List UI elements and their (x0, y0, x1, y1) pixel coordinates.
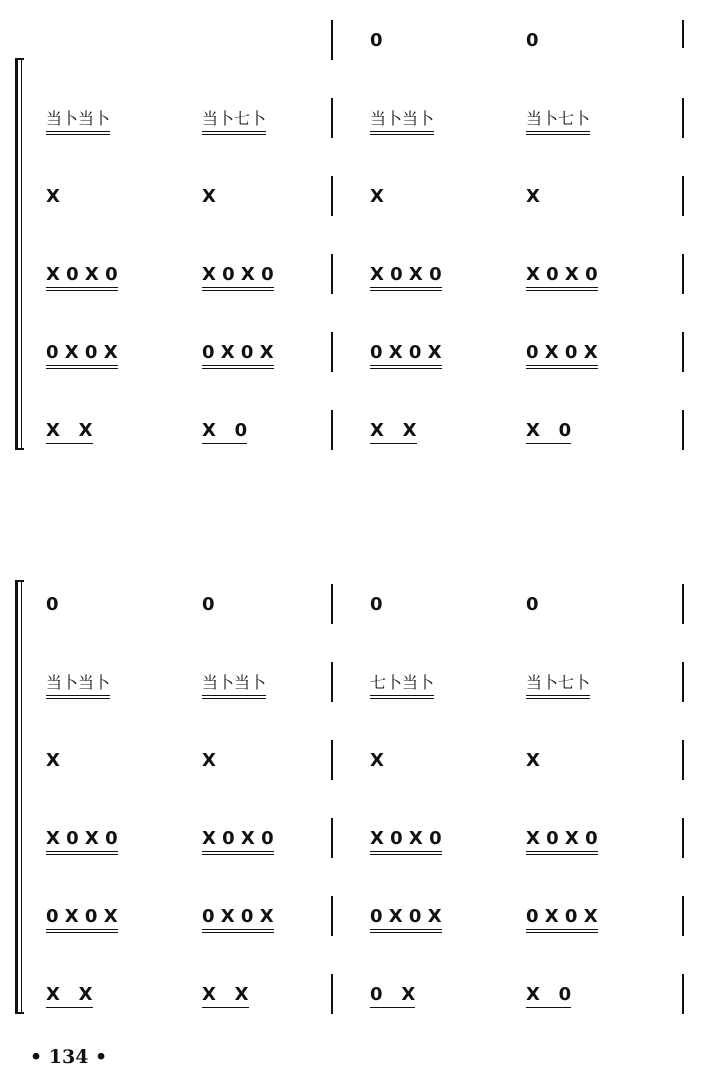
notation-cell: X 0 (526, 984, 571, 1008)
bar-line (682, 662, 684, 702)
notation-cell: 当卜七卜 (526, 108, 590, 135)
notation-cell: 0 X 0 X (526, 906, 598, 933)
bar-line (331, 332, 333, 372)
bar-line (682, 896, 684, 936)
notation-cell: X (202, 186, 216, 207)
bar-line (331, 662, 333, 702)
bar-line (682, 254, 684, 294)
bar-line (682, 176, 684, 216)
bar-line (682, 20, 684, 48)
notation-cell: 0 (526, 594, 539, 615)
notation-cell: 0 (370, 594, 383, 615)
bar-line (331, 584, 333, 624)
bar-line (682, 818, 684, 858)
notation-cell: X 0 (202, 420, 247, 444)
notation-cell: X 0 X 0 (202, 828, 274, 855)
bar-line (682, 740, 684, 780)
notation-cell: X 0 X 0 (46, 828, 118, 855)
system-bracket (15, 58, 24, 450)
notation-cell: 当卜当卜 (370, 108, 434, 135)
notation-cell: 0 (202, 594, 215, 615)
notation-cell: 0 X 0 X (370, 342, 442, 369)
bar-line (682, 98, 684, 138)
notation-cell: 当卜七卜 (202, 108, 266, 135)
bar-line (331, 818, 333, 858)
notation-cell: 0 X 0 X (46, 342, 118, 369)
notation-cell: X (526, 186, 540, 207)
notation-cell: 0 (46, 594, 59, 615)
notation-cell: 当卜当卜 (202, 672, 266, 699)
notation-cell: 当卜当卜 (46, 108, 110, 135)
notation-cell: X (526, 750, 540, 771)
notation-cell: X 0 (526, 420, 571, 444)
bar-line (331, 176, 333, 216)
bar-line (331, 254, 333, 294)
notation-cell: 0 (526, 30, 539, 51)
bar-line (682, 584, 684, 624)
bar-line (331, 20, 333, 60)
notation-cell: 0 X 0 X (202, 342, 274, 369)
notation-cell: X 0 X 0 (370, 828, 442, 855)
notation-cell: X (202, 750, 216, 771)
bar-line (331, 410, 333, 450)
notation-cell: X (370, 186, 384, 207)
bar-line (682, 332, 684, 372)
bar-line (331, 740, 333, 780)
notation-cell: 当卜当卜 (46, 672, 110, 699)
notation-cell: X 0 X 0 (370, 264, 442, 291)
notation-cell: X X (46, 984, 93, 1008)
notation-cell: X (46, 750, 60, 771)
system-bracket (15, 580, 24, 1014)
notation-cell: 0 X 0 X (46, 906, 118, 933)
notation-cell: X X (370, 420, 417, 444)
notation-cell: X X (202, 984, 249, 1008)
bar-line (331, 98, 333, 138)
notation-cell: 当卜七卜 (526, 672, 590, 699)
notation-cell: 0 X (370, 984, 415, 1008)
notation-cell: X (46, 186, 60, 207)
notation-cell: X 0 X 0 (46, 264, 118, 291)
notation-cell: 0 (370, 30, 383, 51)
bar-line (331, 896, 333, 936)
notation-cell: 0 X 0 X (202, 906, 274, 933)
bar-line (682, 974, 684, 1014)
notation-cell: X X (46, 420, 93, 444)
notation-cell: X 0 X 0 (526, 828, 598, 855)
bar-line (682, 410, 684, 450)
notation-cell: 0 X 0 X (526, 342, 598, 369)
notation-cell: X (370, 750, 384, 771)
notation-cell: X 0 X 0 (526, 264, 598, 291)
notation-cell: 七卜当卜 (370, 672, 434, 699)
page-number: • 134 • (30, 1046, 108, 1068)
notation-cell: 0 X 0 X (370, 906, 442, 933)
bar-line (331, 974, 333, 1014)
notation-cell: X 0 X 0 (202, 264, 274, 291)
